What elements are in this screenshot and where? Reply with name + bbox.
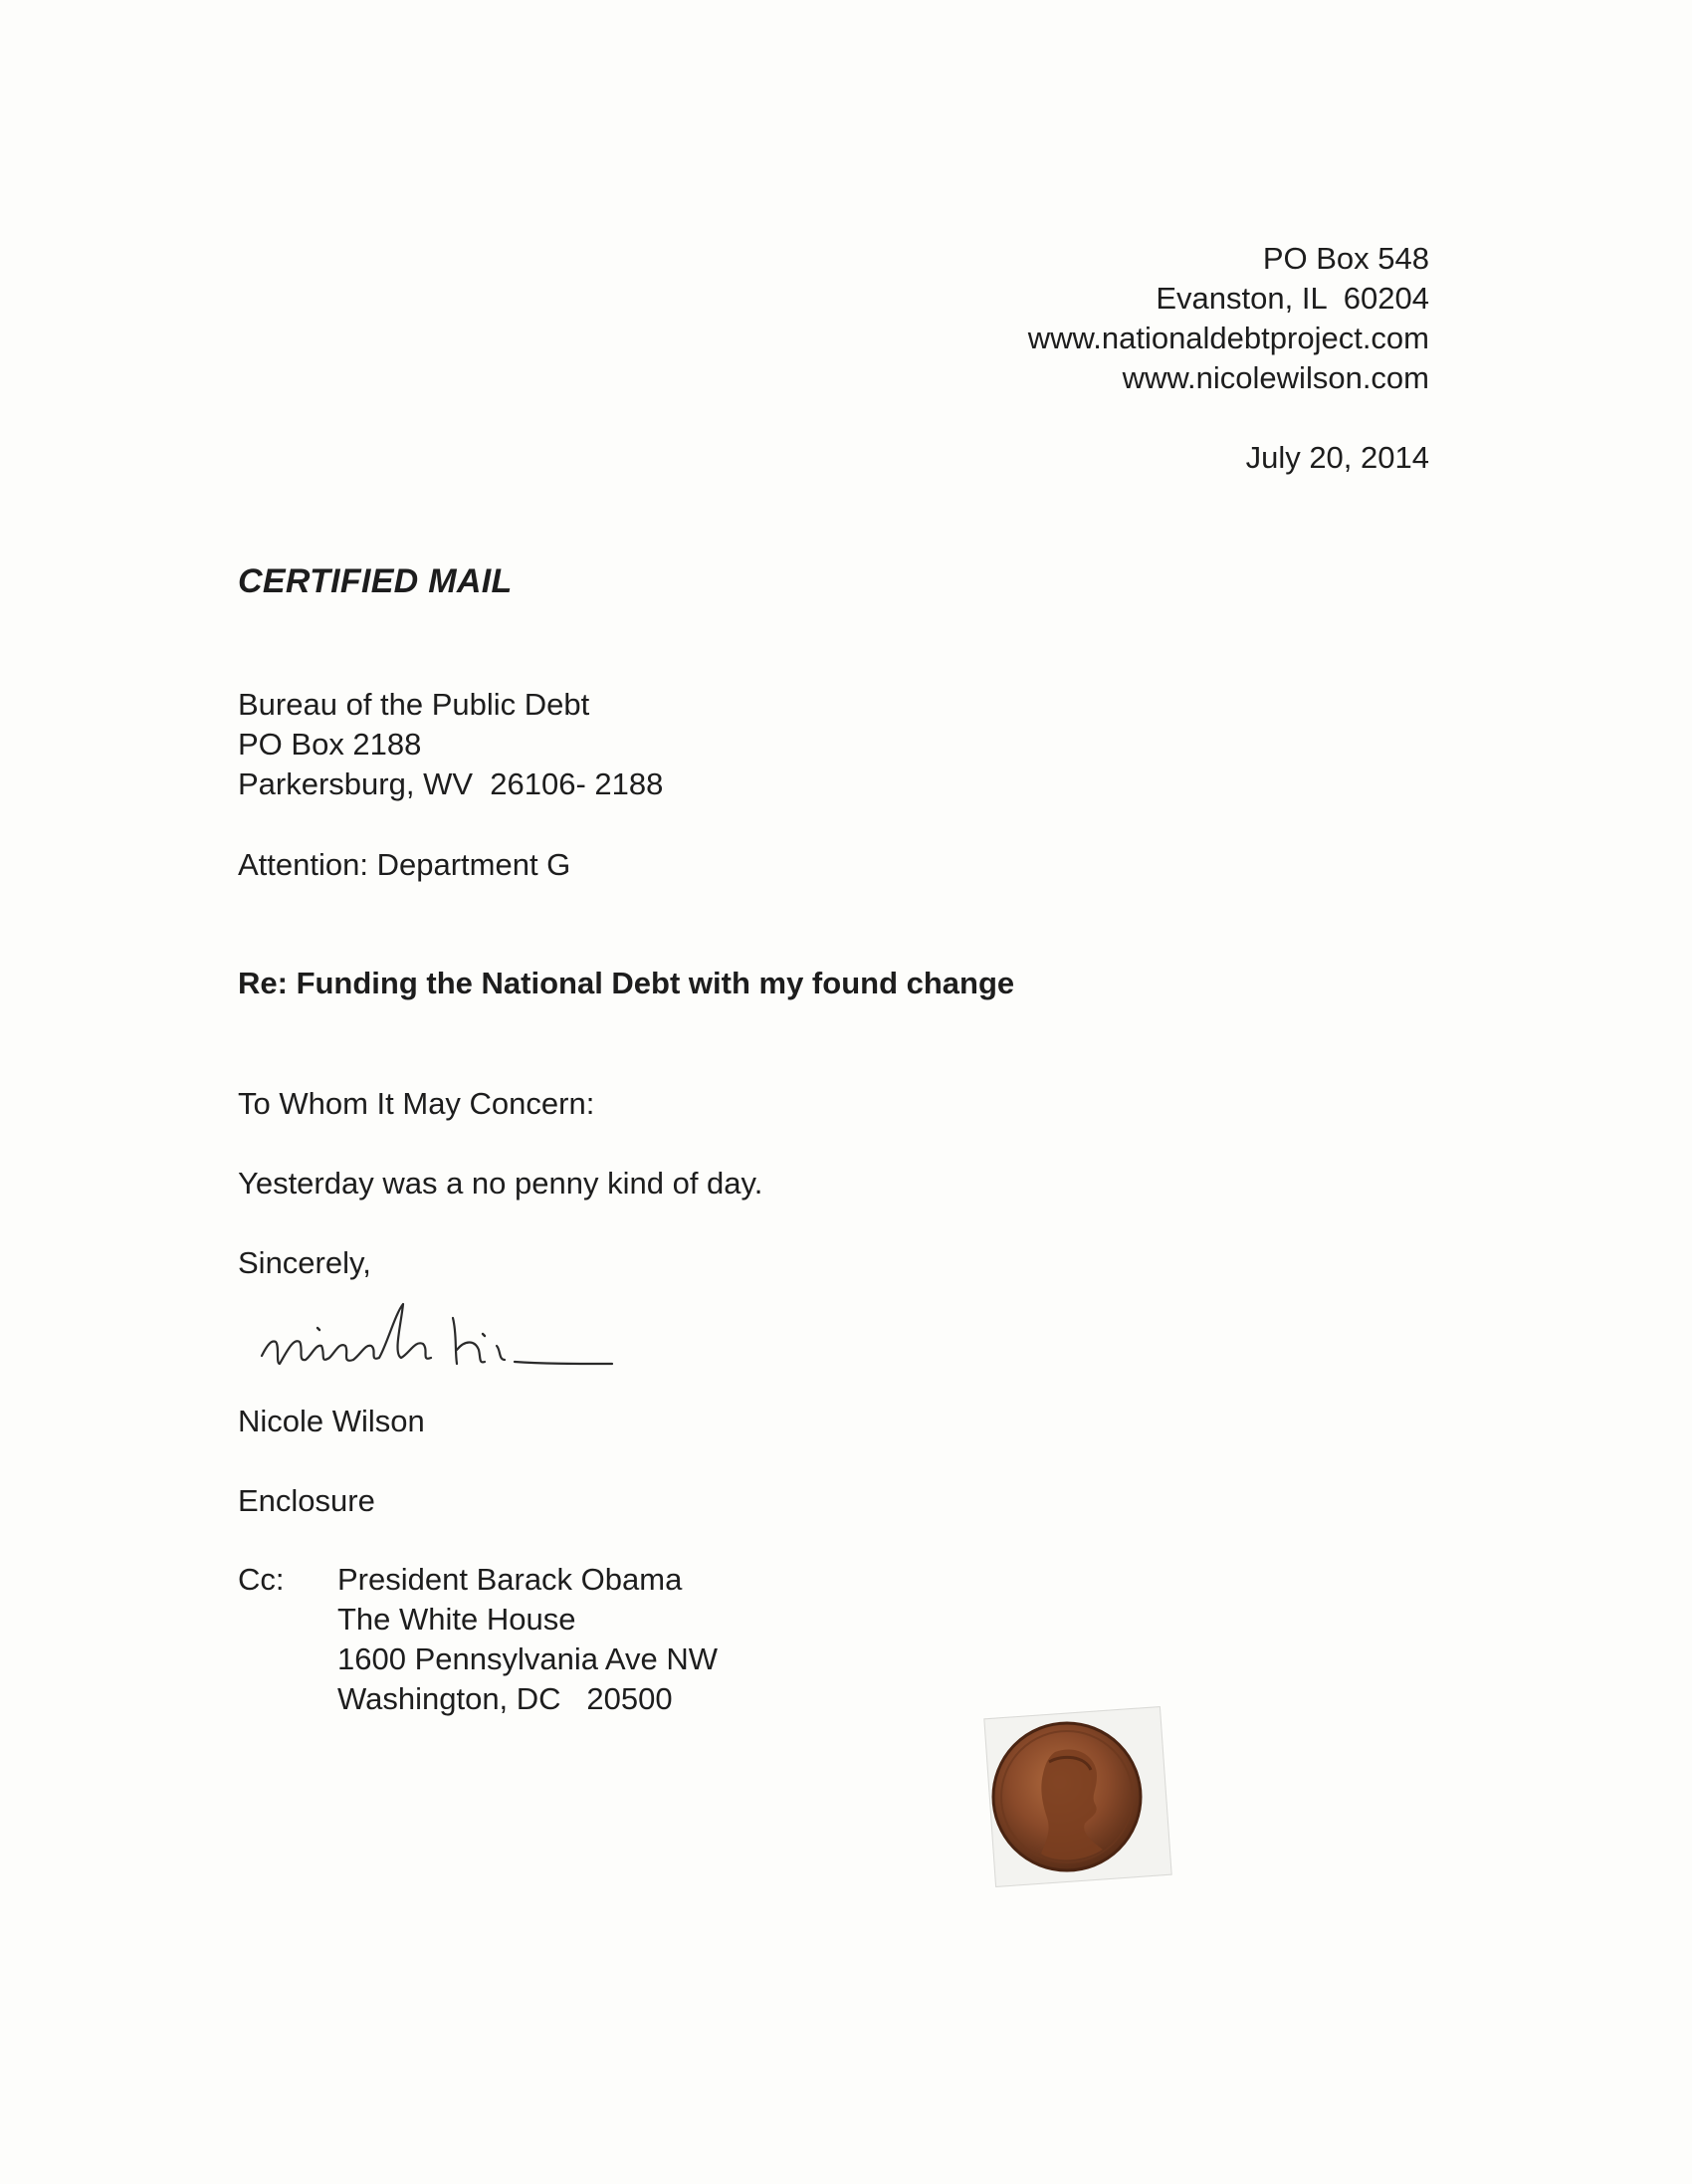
salutation: To Whom It May Concern:: [238, 1086, 595, 1121]
return-address-website-2: www.nicolewilson.com: [1122, 360, 1429, 395]
recipient-address: [238, 685, 663, 804]
letter-date: July 20, 2014: [1245, 440, 1429, 475]
cc-address: [337, 1560, 718, 1719]
return-address-line-1: PO Box 548: [1262, 241, 1429, 276]
taped-coin: [985, 1704, 1164, 1883]
return-address-line-2: Evanston, IL 60204: [1156, 281, 1429, 316]
signer-name: Nicole Wilson: [238, 1404, 425, 1438]
enclosure-notation: Enclosure: [238, 1483, 375, 1518]
cc-line-4: Washington, DC 20500: [337, 1681, 673, 1716]
subject-line: Re: Funding the National Debt with my found change: [238, 966, 1015, 1000]
mail-type-heading: CERTIFIED MAIL: [238, 562, 513, 600]
closing: Sincerely,: [238, 1245, 371, 1280]
attention-line: Attention: Department G: [238, 847, 571, 882]
recipient-line-2: PO Box 2188: [238, 727, 422, 762]
cc-line-2: The White House: [337, 1602, 576, 1637]
return-address: [1028, 239, 1429, 398]
signature-icon: [254, 1284, 672, 1384]
return-address-website-1: www.nationaldebtproject.com: [1027, 321, 1429, 355]
cc-label: Cc:: [238, 1562, 285, 1597]
body-paragraph: Yesterday was a no penny kind of day.: [238, 1166, 763, 1201]
penny-coin-icon: [985, 1704, 1164, 1883]
recipient-line-1: Bureau of the Public Debt: [238, 687, 590, 722]
cc-line-3: 1600 Pennsylvania Ave NW: [337, 1641, 718, 1676]
cc-line-1: President Barack Obama: [337, 1562, 683, 1597]
recipient-line-3: Parkersburg, WV 26106- 2188: [238, 766, 664, 801]
